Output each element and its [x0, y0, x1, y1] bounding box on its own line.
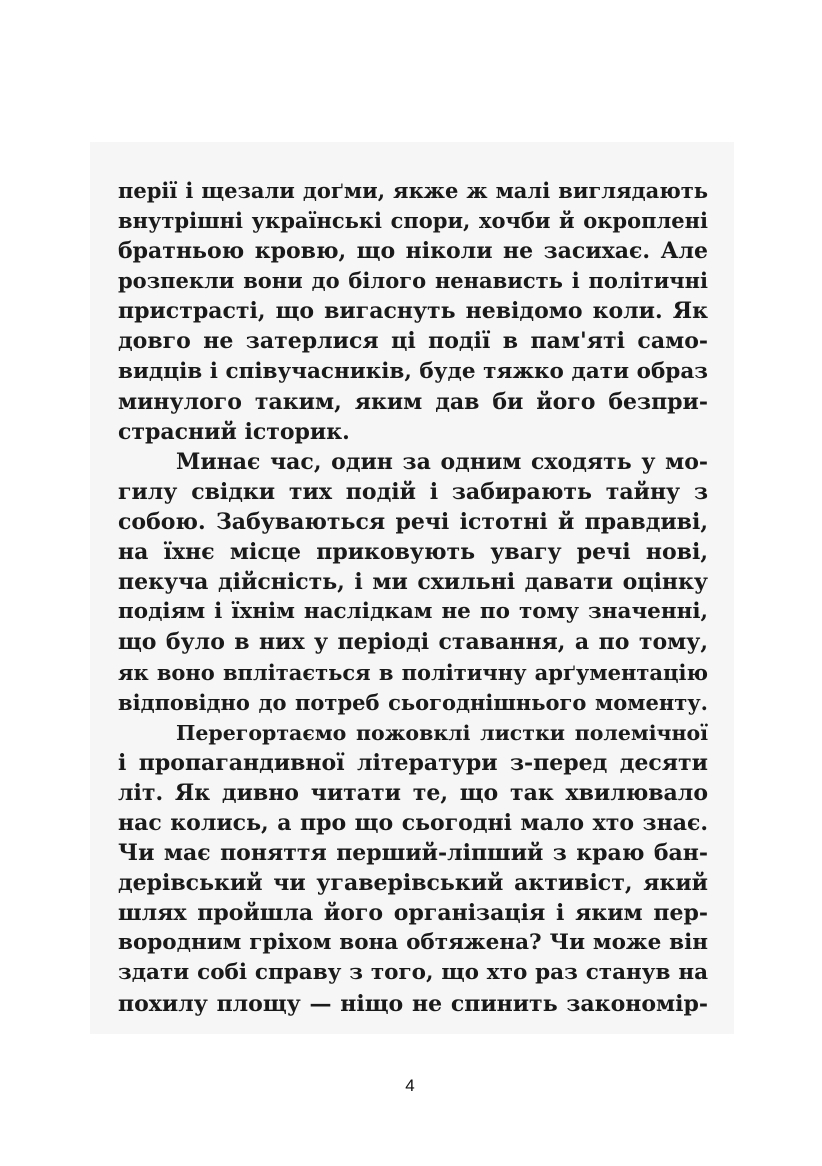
paragraph-start-line: Минає час, один за одним сходять у мо- — [176, 448, 708, 475]
text-line: страсний історик. — [118, 418, 350, 445]
text-line: на їхнє місце приковують увагу речі нові, — [118, 539, 708, 566]
text-line: розпекли вони до білого ненависть і політичні — [118, 268, 708, 294]
text-line: і пропагандивної літератури з-перед десяти — [118, 749, 708, 776]
text-line: гилу свідки тих подій і забирають тайну з — [118, 478, 708, 505]
text-line: здати собі справу з того, що хто раз станув на — [118, 960, 708, 986]
text-line: дерівський чи угаверівський активіст, який — [118, 870, 708, 897]
text-line: пекуча дійсність, і ми схильні давати оцінку — [118, 569, 708, 596]
paragraph-start-line: Перегортаємо пожовклі листки полемічної — [176, 720, 708, 745]
text-line: літ. Як дивно читати те, що так хвилювало — [118, 779, 708, 806]
text-line: шлях пройшла його організація і яким пер- — [118, 900, 708, 927]
body-text — [118, 176, 708, 1019]
text-line: подіям і їхнім наслідкам не по тому значенні, — [118, 599, 708, 625]
text-line: внутрішні українські спори, хочби й окроплені — [118, 208, 708, 234]
text-line: як воно вплітається в політичну арґументацію — [118, 659, 708, 685]
text-line: минулого таким, яким дав би його безпри- — [118, 388, 708, 415]
text-line: відповідно до потреб сьогоднішнього моменту. — [118, 689, 708, 715]
text-line: вородним гріхом вона обтяжена? Чи може він — [118, 930, 708, 956]
text-line: Чи має поняття перший-ліпший з краю бан- — [118, 840, 708, 867]
text-line: похилу площу — ніщо не спинить закономір- — [118, 990, 708, 1017]
text-line: нас колись, а про що сьогодні мало хто знає. — [118, 809, 708, 836]
page-number: 4 — [405, 1076, 415, 1095]
text-line: що було в них у періоді ставання, а по тому, — [118, 629, 708, 656]
text-line: собою. Забуваються речі істотні й правдиві, — [118, 509, 708, 536]
text-line: перії і щезали доґми, якже ж малі виглядають — [118, 178, 708, 203]
text-line: пристрасті, що вигаснуть невідомо коли. Як — [118, 298, 708, 325]
text-line: братньою кровю, що ніколи не засихає. Але — [118, 238, 708, 265]
text-line: довго не затерлися ці події в пам'яті само- — [118, 328, 708, 355]
text-line: видців і співучасників, буде тяжко дати образ — [118, 358, 708, 384]
